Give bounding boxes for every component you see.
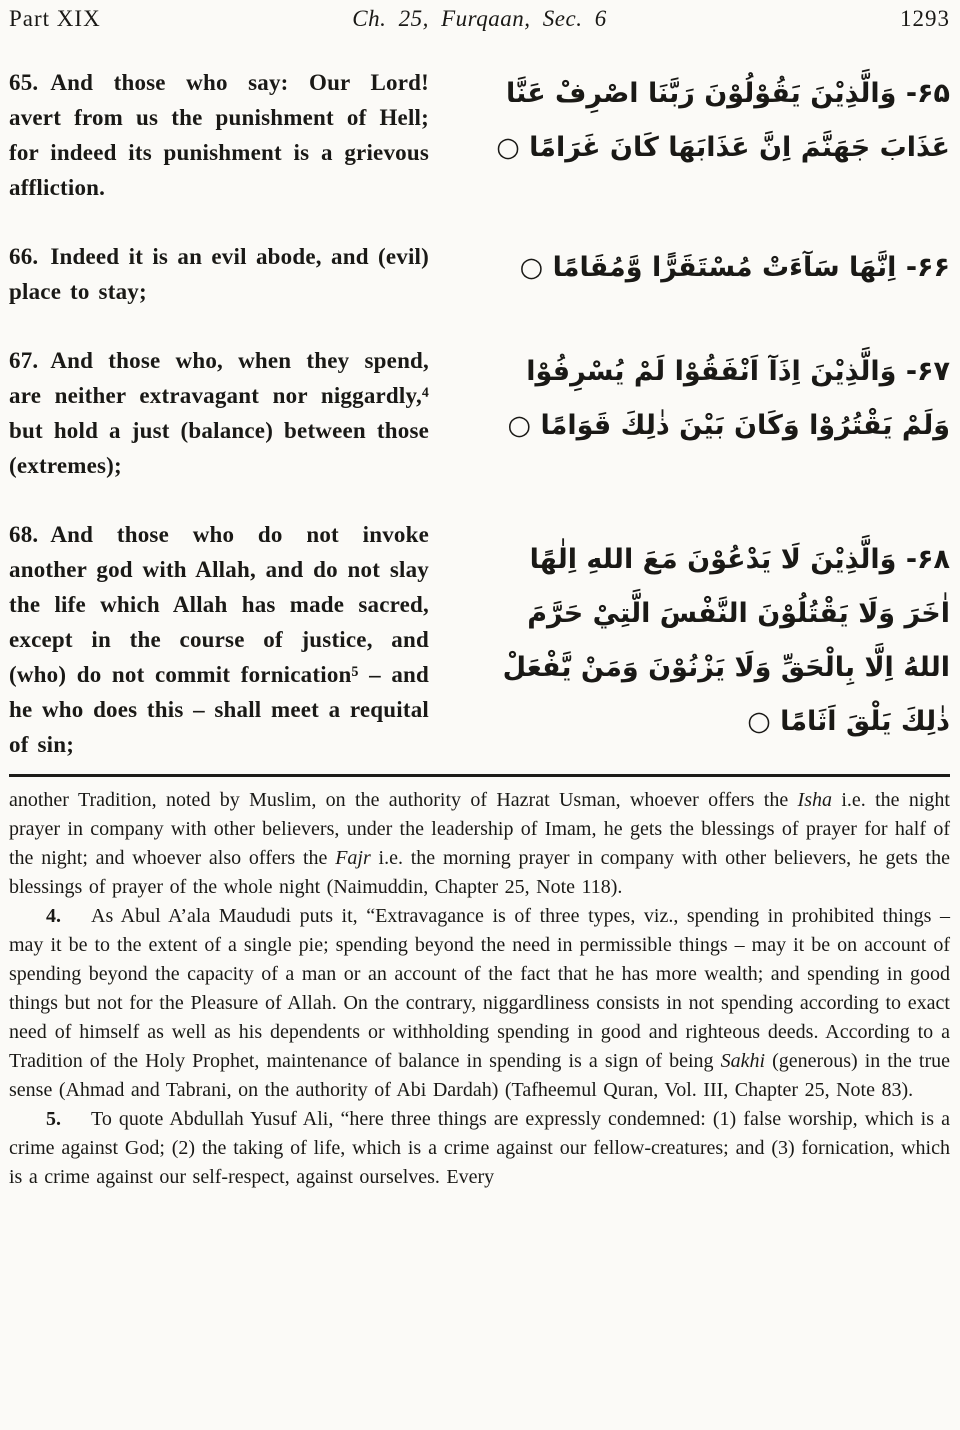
verse-english-65: [9, 65, 429, 205]
verse-arabic-68: ۶۸- وَالَّذِيْنَ لَا يَدْعُوْنَ مَعَ اللهِ اِلٰهًا اٰخَرَ وَلَا يَقْتُلُوْنَ النَّفْسَ الَّتِيْ حَرَّمَ اللهُ اِلَّا بِالْحَقِّ وَلَا يَزْنُوْنَ وَمَنْ يَّفْعَلْ ذٰلِكَ يَلْقَ اَثَامًا ○: [502, 543, 950, 737]
verse-text-68: And those who do not invoke another god with Allah, and do not slay the life which Allah has made sacred, except in the course of justice, and (who) do not commit fornication⁵ – and he who does this – shall meet a requital of sin;: [9, 522, 429, 757]
verse-row-67: [9, 343, 950, 483]
footnote-number-5: 5.: [46, 1108, 61, 1130]
page-number: 1293: [900, 6, 950, 31]
verse-arabic-67: ۶۷- وَالَّذِيْنَ اِذَآ اَنْفَقُوْا لَمْ يُسْرِفُوْا وَلَمْ يَقْتُرُوْا وَكَانَ بَيْنَ ذٰلِكَ قَوَامًا ○: [507, 356, 950, 441]
verse-number-68: 68.: [9, 522, 39, 547]
chapter-title: Ch. 25, Furqaan, Sec. 6: [352, 6, 607, 31]
verse-text-65: And those who say: Our Lord! avert from us the punishment of Hell; for indeed its punishment is a grievous affliction.: [9, 70, 429, 200]
verse-row-66: [9, 239, 950, 309]
page-header: [9, 5, 950, 32]
verse-arabic-65: ۶۵- وَالَّذِيْنَ يَقُوْلُوْنَ رَبَّنَا اصْرِفْ عَنَّا عَذَابَ جَهَنَّمَ اِنَّ عَذَابَهَا كَانَ غَرَامًا ○: [496, 78, 950, 163]
footnote-continuation: another Tradition, noted by Muslim, on the authority of Hazrat Usman, whoever offers the Isha i.e. the night prayer in company with other believers, under the leadership of Imam, he gets the blessings of prayer for half of the night; and whoever also offers the Fajr i.e. the morning prayer in company with other believers, he gets the blessings of prayer of the whole night (Naimuddin, Chapter 25, Note 118).: [9, 789, 950, 898]
verse-arabic-66: ۶۶- اِنَّهَا سَآءَتْ مُسْتَقَرًّا وَّمُقَامًا ○: [519, 252, 950, 283]
verse-english-66: [9, 239, 429, 309]
footnote-number-4: 4.: [46, 905, 61, 927]
footnote-text-4: As Abul A’ala Maududi puts it, “Extravagance is of three types, viz., spending in prohibited things – may it be to the extent of a single pie; spending beyond the need in permissible things – may it be on account of spending beyond the capacity of a man or an account of the fact that he has more wealth; and spending in good things but not for the Pleasure of Allah. On the contrary, niggardliness consists in not spending according to exact need of himself as well as his dependents or withholding spending in good and righteous deeds. According to a Tradition of the Holy Prophet, maintenance of balance in spending is a sign of being Sakhi (generous) in the true sense (Ahmad and Tabrani, on the authority of Abi Dardah) (Tafheemul Quran, Vol. III, Chapter 25, Note 83).: [9, 905, 950, 1101]
verse-row-65: [9, 65, 950, 205]
verse-row-68: [9, 517, 950, 762]
verse-english-67: [9, 343, 429, 483]
footnotes-section: [9, 786, 950, 1192]
footnote-divider: [9, 774, 950, 777]
verse-number-67: 67.: [9, 348, 39, 373]
verse-number-66: 66.: [9, 244, 39, 269]
footnote-5: [9, 1105, 950, 1192]
verse-text-66: Indeed it is an evil abode, and (evil) place to stay;: [9, 244, 429, 304]
verse-text-67: And those who, when they spend, are neither extravagant nor niggardly,⁴ but hold a just (balance) between those (extremes);: [9, 348, 429, 478]
verses-section: [9, 65, 950, 762]
footnote-text-5: To quote Abdullah Yusuf Ali, “here three things are expressly condemned: (1) false worship, which is a crime against God; (2) the taking of life, which is a crime against our fellow-creatures; and (3) fornication, which is a crime against our self-respect, against ourselves. Every: [9, 1108, 950, 1188]
footnote-4: [9, 902, 950, 1105]
part-label: Part XIX: [9, 6, 101, 31]
verse-english-68: [9, 517, 429, 762]
verse-number-65: 65.: [9, 70, 39, 95]
